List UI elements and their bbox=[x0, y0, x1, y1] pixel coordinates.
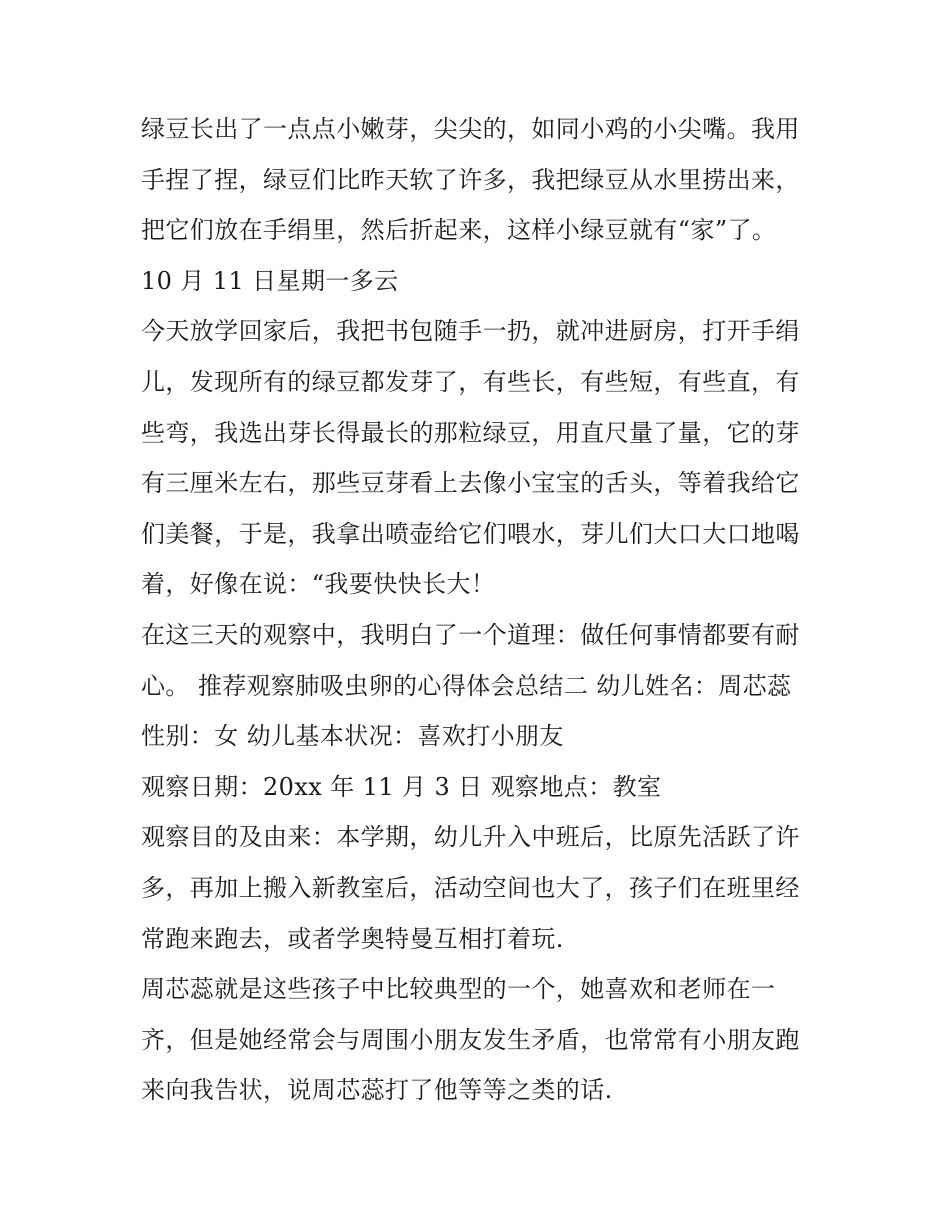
text-line: 多，再加上搬入新教室后，活动空间也大了，孩子们在班里经 bbox=[141, 873, 800, 902]
date-heading: 10 月 11 日星期一多云 bbox=[141, 266, 399, 295]
text-line: 们美餐，于是，我拿出喷壶给它们喂水，芽儿们大口大口地喝 bbox=[141, 519, 800, 548]
text-line: 来向我告状，说周芯蕊打了他等等之类的话. bbox=[141, 1076, 613, 1105]
text-line: 齐，但是她经常会与周围小朋友发生矛盾，也常常有小朋友跑 bbox=[141, 1025, 800, 1054]
text-line: 着，好像在说：“我要快快长大！ bbox=[141, 570, 496, 599]
text-line: 手捏了捏，绿豆们比昨天软了许多，我把绿豆从水里捞出来， bbox=[141, 165, 800, 194]
text-line: 性别：女 幼儿基本状况：喜欢打小朋友 bbox=[141, 722, 564, 751]
text-line: 今天放学回家后，我把书包随手一扔，就冲进厨房，打开手绢 bbox=[141, 317, 800, 346]
text-line: 儿，发现所有的绿豆都发芽了，有些长，有些短，有些直，有 bbox=[141, 367, 800, 396]
text-line: 绿豆长出了一点点小嫩芽，尖尖的，如同小鸡的小尖嘴。我用 bbox=[141, 115, 800, 143]
text-line: 观察目的及由来：本学期，幼儿升入中班后，比原先活跃了许 bbox=[141, 823, 800, 852]
text-line: 在这三天的观察中，我明白了一个道理：做任何事情都要有耐 bbox=[141, 620, 800, 649]
text-line: 些弯，我选出芽长得最长的那粒绿豆，用直尺量了量，它的芽 bbox=[141, 418, 800, 447]
text-line: 把它们放在手绢里，然后折起来，这样小绿豆就有“家”了。 bbox=[141, 216, 777, 245]
text-line: 观察日期：20xx 年 11 月 3 日 观察地点：教室 bbox=[141, 772, 662, 801]
text-line: 周芯蕊就是这些孩子中比较典型的一个，她喜欢和老师在一 bbox=[141, 975, 776, 1004]
text-line: 常跑来跑去，或者学奥特曼互相打着玩. bbox=[141, 924, 564, 953]
document-body bbox=[141, 104, 821, 1116]
text-line: 有三厘米左右，那些豆芽看上去像小宝宝的舌头，等着我给它 bbox=[141, 469, 800, 498]
text-line: 心。 推荐观察肺吸虫卵的心得体会总结二 幼儿姓名：周芯蕊 bbox=[141, 671, 792, 700]
